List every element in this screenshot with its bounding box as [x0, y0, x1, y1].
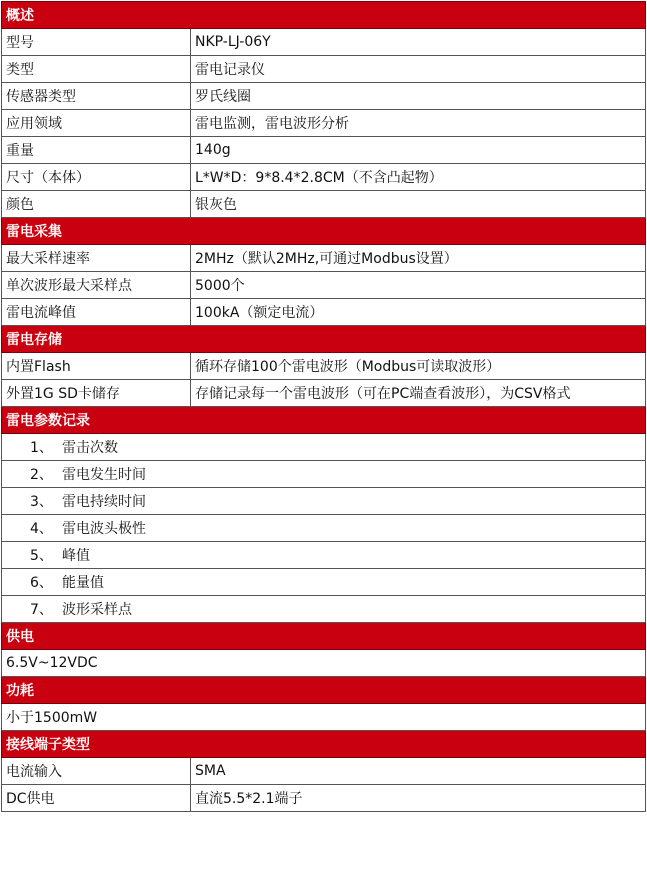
list-item-number: 1、	[30, 440, 53, 456]
spec-row	[2, 704, 646, 731]
spec-label: 雷电流峰值	[2, 299, 191, 326]
list-item-text: 雷电持续时间	[62, 494, 146, 510]
list-item	[2, 461, 646, 488]
spec-value: 雷电记录仪	[191, 56, 646, 83]
spec-row	[2, 758, 646, 785]
spec-label: 重量	[2, 137, 191, 164]
list-item	[2, 542, 646, 569]
section-header-acquisition	[2, 218, 646, 245]
spec-row	[2, 245, 646, 272]
spec-row	[2, 299, 646, 326]
spec-row	[2, 83, 646, 110]
list-item	[2, 488, 646, 515]
spec-value: 存储记录每一个雷电波形（可在PC端查看波形），为CSV格式	[191, 380, 646, 407]
list-item-text: 雷电波头极性	[62, 521, 146, 537]
section-title: 概述	[2, 2, 646, 29]
spec-label: 传感器类型	[2, 83, 191, 110]
spec-table-container	[1, 1, 645, 812]
list-item-text: 能量值	[62, 575, 104, 591]
spec-row	[2, 353, 646, 380]
spec-row	[2, 137, 646, 164]
spec-value: 雷电监测，雷电波形分析	[191, 110, 646, 137]
section-header-overview	[2, 2, 646, 29]
spec-table	[1, 1, 646, 812]
list-item-number: 4、	[30, 521, 53, 537]
spec-label: 内置Flash	[2, 353, 191, 380]
spec-row	[2, 272, 646, 299]
spec-row	[2, 650, 646, 677]
section-header-power-consumption	[2, 677, 646, 704]
spec-value: 银灰色	[191, 191, 646, 218]
spec-label: 单次波形最大采样点	[2, 272, 191, 299]
list-item	[2, 434, 646, 461]
list-item-text: 雷电发生时间	[62, 467, 146, 483]
list-item-number: 3、	[30, 494, 53, 510]
section-header-parameters	[2, 407, 646, 434]
spec-row	[2, 56, 646, 83]
spec-label: 尺寸（本体）	[2, 164, 191, 191]
spec-row	[2, 191, 646, 218]
spec-value: SMA	[191, 758, 646, 785]
spec-label: 型号	[2, 29, 191, 56]
section-title: 雷电存储	[2, 326, 646, 353]
spec-value: 2MHz（默认2MHz,可通过Modbus设置）	[191, 245, 646, 272]
spec-row	[2, 785, 646, 812]
section-header-terminals	[2, 731, 646, 758]
spec-label: 应用领域	[2, 110, 191, 137]
list-item-number: 5、	[30, 548, 53, 564]
spec-value: 循环存储100个雷电波形（Modbus可读取波形）	[191, 353, 646, 380]
spec-row	[2, 29, 646, 56]
list-item-number: 2、	[30, 467, 53, 483]
section-header-power-supply	[2, 623, 646, 650]
list-item	[2, 569, 646, 596]
list-item-number: 7、	[30, 602, 53, 618]
spec-row	[2, 380, 646, 407]
section-title: 雷电采集	[2, 218, 646, 245]
spec-value: 直流5.5*2.1端子	[191, 785, 646, 812]
spec-value: 6.5V~12VDC	[2, 650, 646, 677]
spec-label: 最大采样速率	[2, 245, 191, 272]
spec-value: 5000个	[191, 272, 646, 299]
spec-label: DC供电	[2, 785, 191, 812]
section-header-storage	[2, 326, 646, 353]
list-item	[2, 515, 646, 542]
section-title: 雷电参数记录	[2, 407, 646, 434]
list-item-text: 峰值	[62, 548, 90, 564]
spec-value: 140g	[191, 137, 646, 164]
list-item-text: 波形采样点	[62, 602, 132, 618]
spec-label: 电流输入	[2, 758, 191, 785]
spec-label: 外置1G SD卡储存	[2, 380, 191, 407]
spec-label: 颜色	[2, 191, 191, 218]
spec-row	[2, 164, 646, 191]
section-title: 功耗	[2, 677, 646, 704]
list-item	[2, 596, 646, 623]
spec-label: 类型	[2, 56, 191, 83]
spec-value: 小于1500mW	[2, 704, 646, 731]
spec-value: L*W*D：9*8.4*2.8CM（不含凸起物）	[191, 164, 646, 191]
spec-row	[2, 110, 646, 137]
spec-value: NKP-LJ-06Y	[191, 29, 646, 56]
section-title: 供电	[2, 623, 646, 650]
list-item-number: 6、	[30, 575, 53, 591]
spec-value: 罗氏线圈	[191, 83, 646, 110]
spec-value: 100kA（额定电流）	[191, 299, 646, 326]
list-item-text: 雷击次数	[62, 440, 118, 456]
section-title: 接线端子类型	[2, 731, 646, 758]
